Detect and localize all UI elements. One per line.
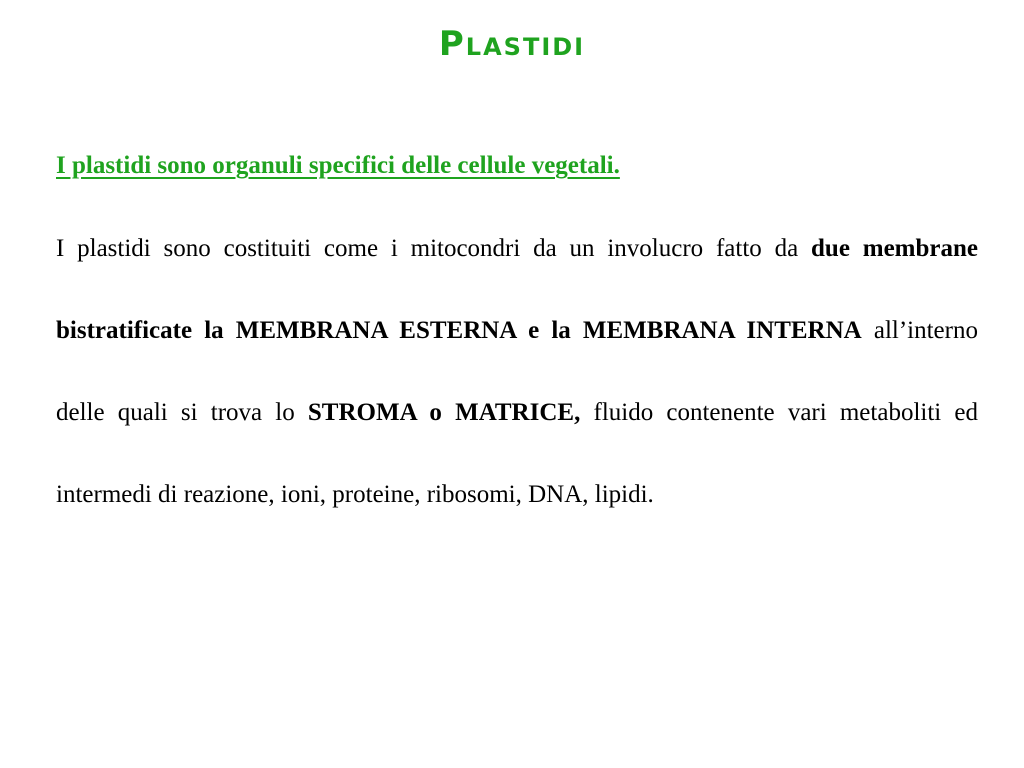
body-paragraph: [56, 208, 978, 536]
paragraph-bold-stroma: STROMA o MATRICE,: [307, 399, 581, 426]
paragraph-text-3: fluido contenente vari metaboliti ed intermedi di reazione, ioni, proteine, ribosomi, DNA, lipidi.: [56, 399, 978, 508]
paragraph-bold-membranes: due membrane bistratificate la MEMBRANA ESTERNA e la MEMBRANA INTERNA: [56, 235, 978, 344]
paragraph-text-1: I plastidi sono costituiti come i mitocondri da un involucro fatto da: [56, 235, 812, 262]
slide-subtitle: I plastidi sono organuli specifici delle cellule vegetali.: [56, 152, 620, 179]
slide-title: Plastidi: [438, 24, 586, 64]
paragraph-text-2: all’interno delle quali si trova lo: [56, 317, 978, 426]
